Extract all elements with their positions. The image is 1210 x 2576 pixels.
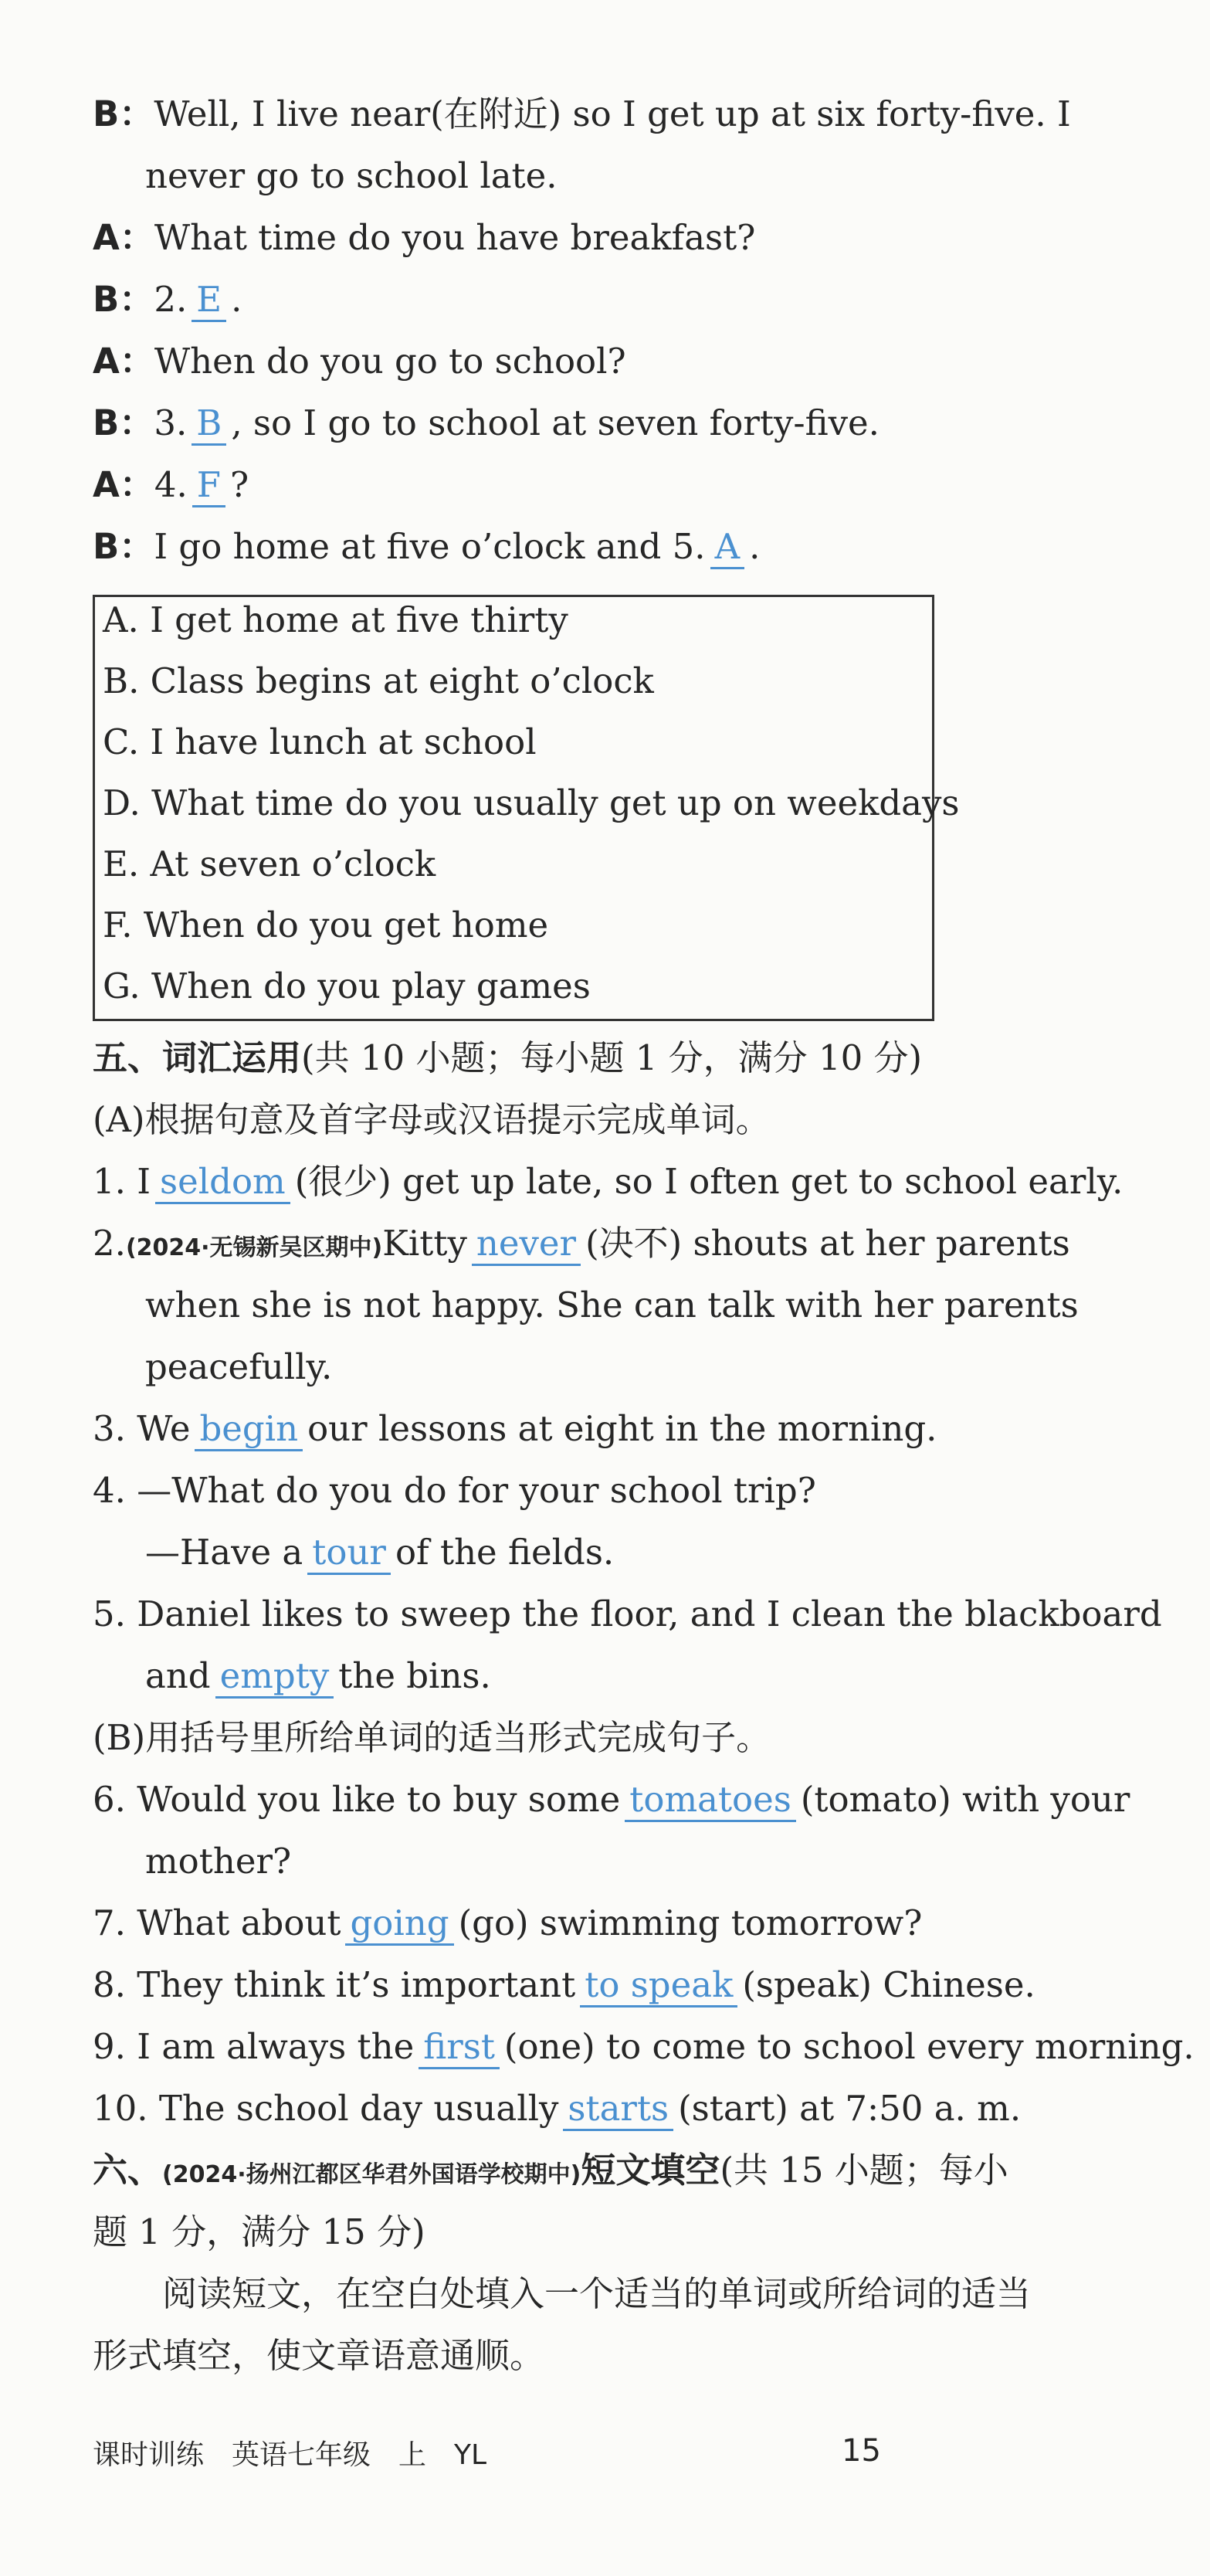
answer-blank: to speak [580, 1964, 737, 2008]
footer-label: 课时训练 英语七年级 上 YL [93, 2439, 487, 2471]
question-item: 5. Daniel likes to sweep the floor, and I clean the blackboard [93, 1593, 1162, 1634]
question-line: when she is not happy. She can talk with her parents [145, 1285, 1079, 1325]
question-item: 1. I seldom (很少) get up late, so I often get to school early. [93, 1159, 1123, 1205]
dialogue-line: A：4. F ? [93, 462, 249, 508]
answer-blank: A [710, 526, 745, 569]
part-instruction: (B)用括号里所给单词的适当形式完成句子。 [93, 1717, 771, 1758]
question-line: and empty the bins. [145, 1653, 491, 1699]
dialogue-line: never go to school late. [145, 155, 558, 196]
question-item: 6. Would you like to buy some tomatoes (tomato) with your [93, 1777, 1130, 1823]
answer-blank: going [345, 1902, 453, 1946]
question-item: 10. The school day usually starts (start) at 7:50 a. m. [93, 2086, 1021, 2132]
dialogue-line: B：Well, I live near(在附近) so I get up at six forty-five. I [93, 93, 1071, 134]
source-tag: (2024·无锡新吴区期中) [125, 1234, 383, 1261]
dialogue-line: B：3. B , so I go to school at seven forty-five. [93, 400, 880, 446]
answer-blank: seldom [155, 1161, 290, 1204]
question-line: —Have a tour of the fields. [145, 1529, 614, 1576]
question-item: 3. We begin our lessons at eight in the morning. [93, 1406, 937, 1452]
option-item: F. When do you get home [103, 904, 549, 945]
option-item: D. What time do you usually get up on weekdays [103, 782, 960, 823]
answer-blank: E [191, 279, 226, 322]
question-item: 7. What about going (go) swimming tomorrow? [93, 1900, 922, 1946]
option-item: B. Class begins at eight o’clock [103, 660, 654, 701]
option-item: G. When do you play games [103, 966, 591, 1006]
answer-blank: empty [215, 1655, 334, 1699]
section-heading-cont: 题 1 分，满分 15 分) [93, 2211, 425, 2252]
dialogue-line: B：2. E . [93, 277, 242, 323]
question-item: 9. I am always the first (one) to come to school every morning. [93, 2024, 1195, 2070]
question-line: peacefully. [145, 1346, 333, 1387]
answer-blank: first [419, 2026, 500, 2069]
question-line: mother? [145, 1841, 292, 1882]
answer-blank: F [192, 464, 225, 507]
part-instruction: (A)根据句意及首字母或汉语提示完成单词。 [93, 1099, 771, 1140]
answer-blank: B [191, 402, 226, 446]
question-item: 8. They think it’s important to speak (speak) Chinese. [93, 1962, 1035, 2008]
dialogue-line: B：I go home at five o’clock and 5. A . [93, 524, 760, 570]
question-item: 4. —What do you do for your school trip? [93, 1470, 816, 1511]
source-tag: (2024·扬州江都区华君外国语学校期中) [162, 2161, 581, 2188]
option-item: E. At seven o’clock [103, 843, 436, 884]
answer-blank: starts [563, 2088, 673, 2131]
answer-blank: tomatoes [625, 1779, 796, 1822]
dialogue-line: A：What time do you have breakfast? [93, 217, 756, 258]
answer-blank: tour [307, 1532, 391, 1575]
answer-blank: begin [195, 1408, 303, 1451]
dialogue-line: A：When do you go to school? [93, 341, 626, 382]
option-item: C. I have lunch at school [103, 721, 537, 762]
section-heading: 六、(2024·扬州江都区华君外国语学校期中)短文填空(共 15 小题；每小 [93, 2150, 1008, 2191]
page-number: 15 [842, 2433, 881, 2469]
option-item: A. I get home at five thirty [103, 599, 568, 640]
question-item: 2.(2024·无锡新吴区期中)Kitty never (决不) shouts at her parents [93, 1220, 1070, 1271]
options-box [93, 595, 960, 1021]
instruction-text: 形式填空，使文章语意通顺。 [93, 2335, 545, 2376]
instruction-text: 阅读短文，在空白处填入一个适当的单词或所给词的适当 [162, 2273, 1032, 2314]
section-heading: 五、词汇运用(共 10 小题；每小题 1 分，满分 10 分) [93, 1037, 923, 1078]
answer-blank: never [472, 1223, 581, 1266]
